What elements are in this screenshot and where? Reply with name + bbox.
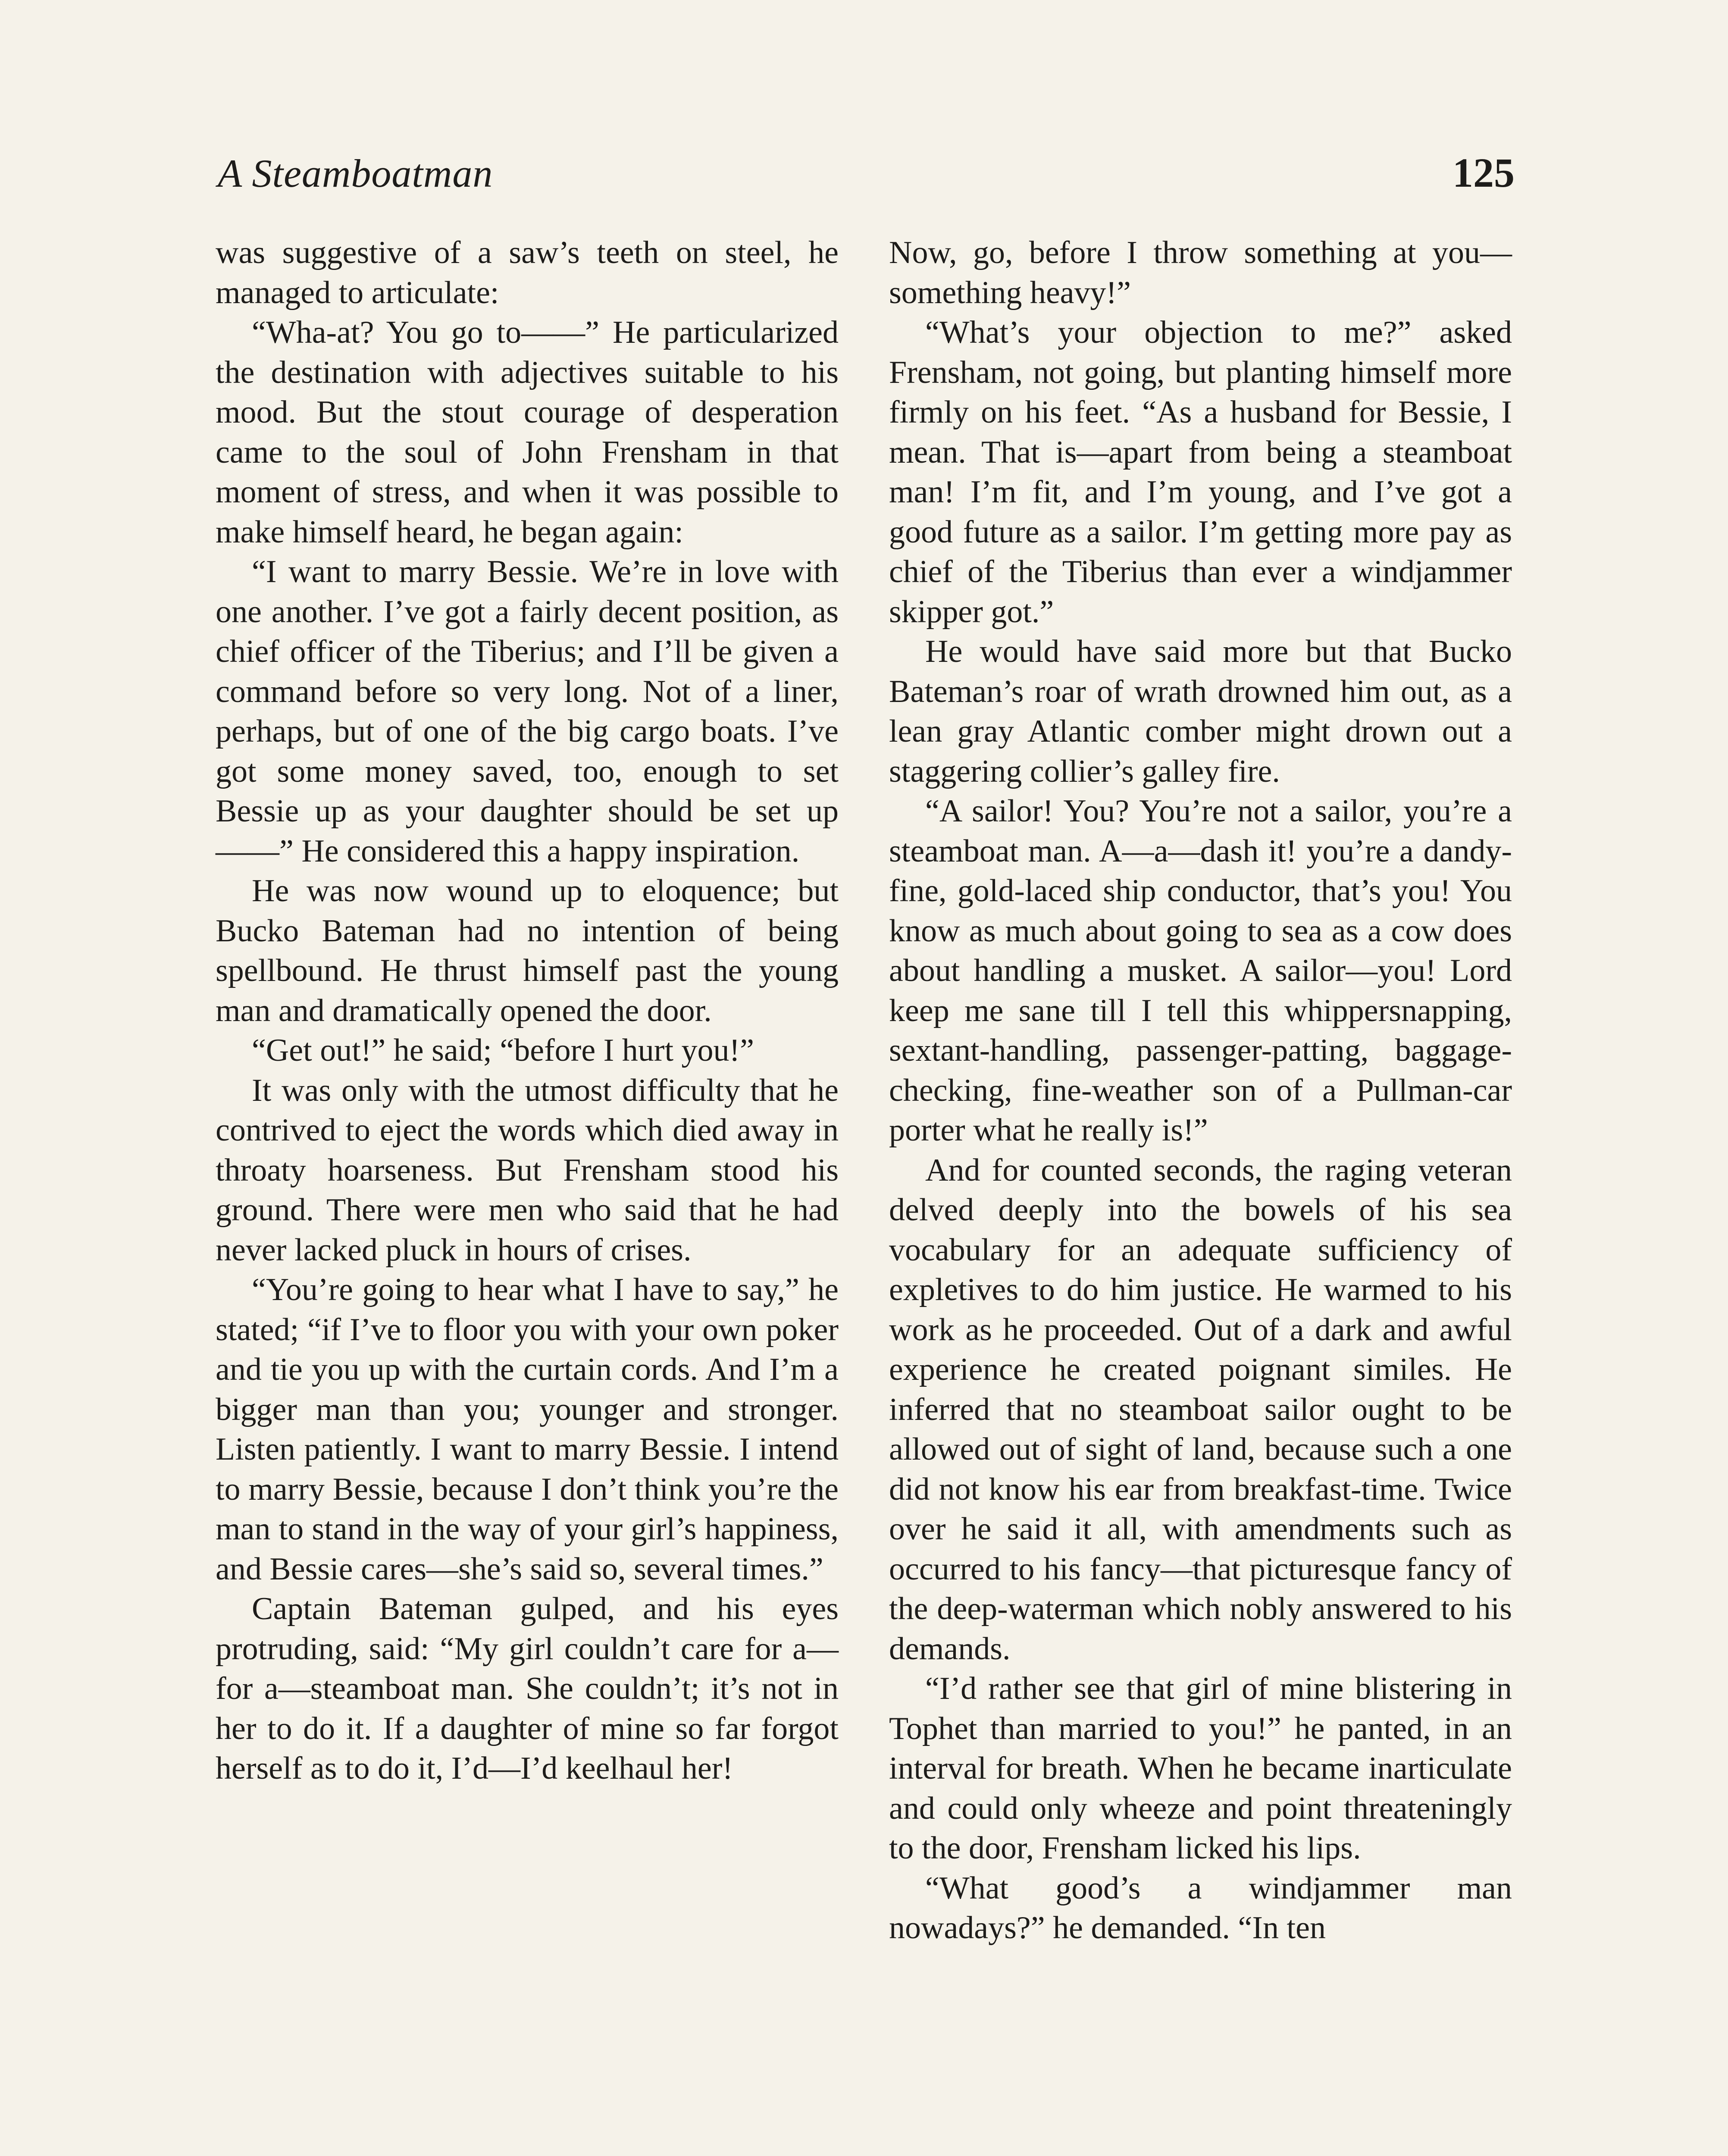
right-column	[889, 233, 1512, 1948]
paragraph: Captain Bateman gulped, and his eyes protruding, said: “My girl couldn’t care for a—for a—steamboat man. She couldn’t; it’s not in her to do it. If a daughter of mine so far forgot herself as to do it, I’d—I’d keelhaul her!	[216, 1591, 839, 1786]
paragraph: “A sailor! You? You’re not a sailor, you’re a steamboat man. A—a—dash it! you’re a dandy-fine, gold-laced ship conductor, that’s you! You know as much about going to sea as a cow does about handling a musket. A sailor—you! Lord keep me sane till I tell this whippersnapping, sextant-handling, passenger-patting, baggage-checking, fine-weather son of a Pullman-car porter what he really is!”	[889, 793, 1512, 1148]
running-title: A Steamboatman	[218, 151, 493, 195]
left-column	[216, 233, 839, 1789]
paragraph: “Get out!” he said; “before I hurt you!”	[252, 1033, 754, 1068]
paragraph: “You’re going to hear what I have to say,” he stated; “if I’ve to floor you with your own poker and tie you up with the curtain cords. And I’m a bigger man than you; younger and stronger. Listen patiently. I want to marry Bessie. I intend to marry Bessie, because I don’t think you’re the man to stand in the way of your girl’s happiness, and Bessie cares—she’s said so, several times.”	[216, 1272, 839, 1587]
paragraph: “What’s your objection to me?” asked Frensham, not going, but planting himself more firmly on his feet. “As a husband for Bessie, I mean. That is—apart from being a steamboat man! I’m fit, and I’m young, and I’ve got a good future as a sailor. I’m getting more pay as chief of the Tiberius than ever a windjammer skipper got.”	[889, 315, 1512, 630]
paragraph: “Wha-at? You go to——” He particularized the destination with adjectives suitable to his mood. But the stout courage of desperation came to the soul of John Frensham in that moment of stress, and when it was possible to make himself heard, he began again:	[216, 315, 839, 550]
page-header	[218, 149, 1515, 197]
paragraph: It was only with the utmost difficulty that he contrived to eject the words which died away in throaty hoarseness. But Frensham stood his ground. There were men who said that he had never lacked pluck in hours of crises.	[216, 1072, 839, 1268]
paragraph: “I want to marry Bessie. We’re in love with one another. I’ve got a fairly decent position, as chief officer of the Tiberius; and I’ll be given a command before so very long. Not of a liner, perhaps, but of one of the big cargo boats. I’ve got some money saved, too, enough to set Bessie up as your daughter should be set up——” He considered this a happy inspiration.	[216, 554, 839, 869]
paragraph: Now, go, before I throw something at you—something heavy!”	[889, 235, 1512, 310]
page-number: 125	[1453, 150, 1515, 196]
paragraph: And for counted seconds, the raging veteran delved deeply into the bowels of his sea vocabulary for an adequate sufficiency of expletives to do him justice. He warmed to his work as he proceeded. Out of a dark and awful experience he created poignant similes. He inferred that no steamboat sailor ought to be allowed out of sight of land, because such a one did not know his ear from breakfast-time. Twice over he said it all, with amendments such as occurred to his fancy—that picturesque fancy of the deep-waterman which nobly answered to his demands.	[889, 1152, 1512, 1667]
paragraph: was suggestive of a saw’s teeth on steel, he managed to articulate:	[216, 235, 839, 310]
paragraph: He was now wound up to eloquence; but Bucko Bateman had no intention of being spellbound. He thrust himself past the young man and dramatically opened the door.	[216, 873, 839, 1028]
paragraph: “I’d rather see that girl of mine blistering in Tophet than married to you!” he panted, in an interval for breath. When he became inarticulate and could only wheeze and point threateningly to the door, Frensham licked his lips.	[889, 1671, 1512, 1866]
paragraph: He would have said more but that Bucko Bateman’s roar of wrath drowned him out, as a lean gray Atlantic comber might drown out a staggering collier’s galley fire.	[889, 634, 1512, 789]
paragraph: “What good’s a windjammer man nowadays?” he demanded. “In ten	[889, 1870, 1512, 1946]
